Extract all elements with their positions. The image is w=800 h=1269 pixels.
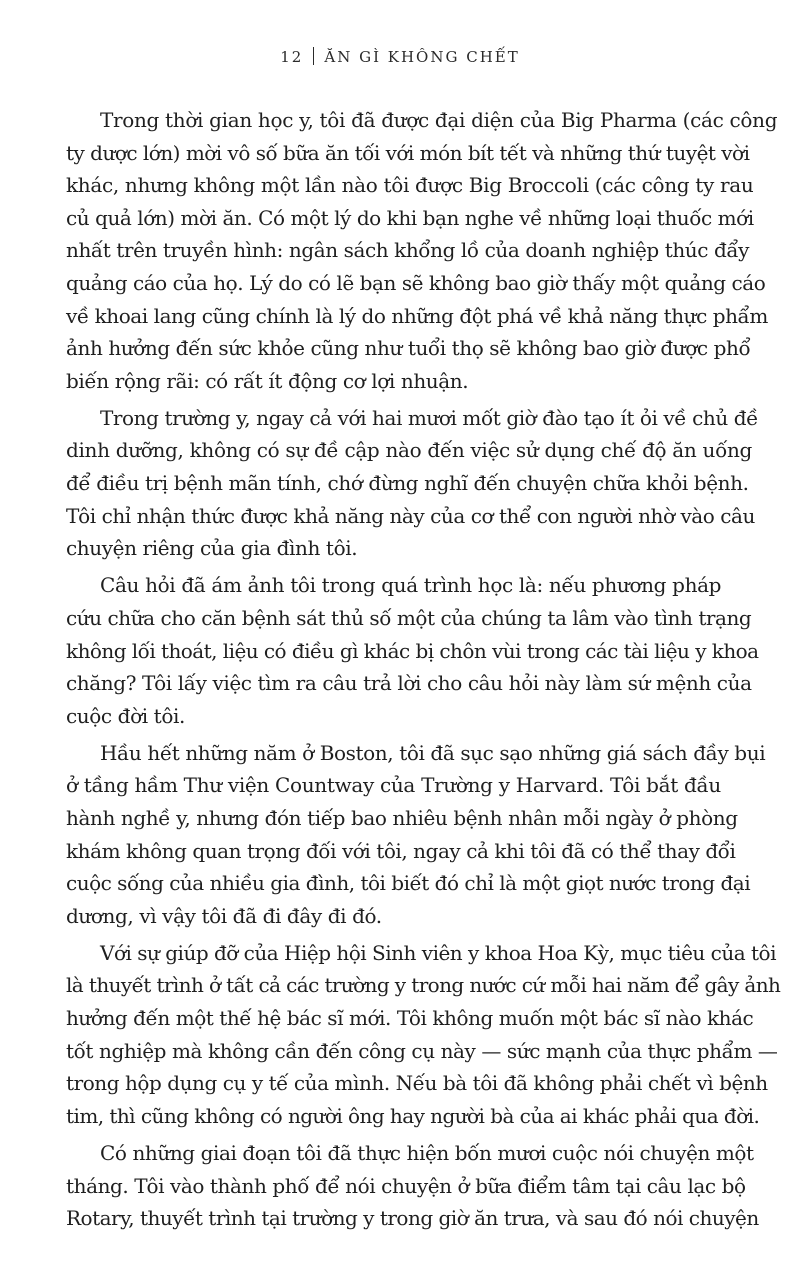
text-line: ở tầng hầm Thư viện Countway của Trường y Harvard. Tôi bắt đầu bbox=[66, 773, 721, 798]
text-line: Câu hỏi đã ám ảnh tôi trong quá trình học là: nếu phương pháp bbox=[100, 573, 722, 598]
text-line: tốt nghiệp mà không cần đến công cụ này — sức mạnh của thực phẩm — bbox=[66, 1038, 778, 1063]
text-line: củ quả lớn) mời ăn. Có một lý do khi bạn nghe về những loại thuốc mới bbox=[66, 205, 754, 230]
paragraph bbox=[66, 1137, 759, 1235]
text-line: hành nghề y, nhưng đón tiếp bao nhiêu bệnh nhân mỗi ngày ở phòng bbox=[66, 805, 738, 830]
text-line: Với sự giúp đỡ của Hiệp hội Sinh viên y khoa Hoa Kỳ, mục tiêu của tôi bbox=[100, 940, 776, 965]
text-line: biến rộng rãi: có rất ít động cơ lợi nhuận. bbox=[66, 368, 469, 393]
text-line: tháng. Tôi vào thành phố để nói chuyện ở bữa điểm tâm tại câu lạc bộ bbox=[66, 1173, 746, 1198]
text-line: về khoai lang cũng chính là lý do những đột phá về khả năng thực phẩm bbox=[66, 303, 768, 328]
text-line: dương, vì vậy tôi đã đi đây đi đó. bbox=[66, 903, 382, 928]
text-line: để điều trị bệnh mãn tính, chớ đừng nghĩ đến chuyện chữa khỏi bệnh. bbox=[66, 471, 749, 496]
header-divider bbox=[313, 47, 314, 65]
paragraph bbox=[66, 104, 778, 397]
text-line: nhất trên truyền hình: ngân sách khổng lồ của doanh nghiệp thúc đẩy bbox=[66, 238, 750, 263]
text-line: không lối thoát, liệu có điều gì khác bị chôn vùi trong các tài liệu y khoa bbox=[66, 638, 759, 663]
text-line: Có những giai đoạn tôi đã thực hiện bốn mươi cuộc nói chuyện một bbox=[100, 1140, 754, 1165]
book-title: ĂN GÌ KHÔNG CHẾT bbox=[324, 48, 520, 66]
text-line: dinh dưỡng, không có sự đề cập nào đến việc sử dụng chế độ ăn uống bbox=[66, 438, 753, 463]
page-number: 12 bbox=[280, 48, 304, 66]
text-line: khác, nhưng không một lần nào tôi được Big Broccoli (các công ty rau bbox=[66, 173, 754, 198]
text-line: Rotary, thuyết trình tại trường y trong giờ ăn trưa, và sau đó nói chuyện bbox=[66, 1206, 759, 1231]
text-line: là thuyết trình ở tất cả các trường y trong nước cứ mỗi hai năm để gây ảnh bbox=[66, 973, 781, 998]
text-line: Trong trường y, ngay cả với hai mươi mốt giờ đào tạo ít ỏi về chủ đề bbox=[100, 405, 759, 430]
text-line: ty dược lớn) mời vô số bữa ăn tối với món bít tết và những thứ tuyệt vời bbox=[66, 140, 750, 165]
text-line: chuyện riêng của gia đình tôi. bbox=[66, 536, 358, 561]
text-line: cuộc đời tôi. bbox=[66, 703, 185, 728]
text-line: chăng? Tôi lấy việc tìm ra câu trả lời cho câu hỏi này làm sứ mệnh của bbox=[66, 671, 752, 696]
text-line: hưởng đến một thế hệ bác sĩ mới. Tôi không muốn một bác sĩ nào khác bbox=[66, 1006, 754, 1031]
text-line: Trong thời gian học y, tôi đã được đại diện của Big Pharma (các công bbox=[100, 108, 778, 132]
running-header bbox=[0, 48, 800, 67]
text-line: Tôi chỉ nhận thức được khả năng này của cơ thể con người nhờ vào câu bbox=[66, 503, 755, 528]
paragraph bbox=[66, 402, 759, 565]
text-line: khám không quan trọng đối với tôi, ngay cả khi tôi đã có thể thay đổi bbox=[66, 838, 736, 863]
paragraph bbox=[66, 569, 759, 732]
text-line: cuộc sống của nhiều gia đình, tôi biết đó chỉ là một giọt nước trong đại bbox=[66, 871, 751, 896]
text-line: tim, thì cũng không có người ông hay người bà của ai khác phải qua đời. bbox=[66, 1103, 760, 1128]
paragraph bbox=[66, 937, 781, 1133]
body-text bbox=[66, 104, 781, 1235]
paragraph bbox=[66, 737, 766, 933]
text-line: ảnh hưởng đến sức khỏe cũng như tuổi thọ sẽ không bao giờ được phổ bbox=[66, 336, 751, 361]
text-line: trong hộp dụng cụ y tế của mình. Nếu bà tôi đã không phải chết vì bệnh bbox=[66, 1071, 768, 1096]
text-line: quảng cáo của họ. Lý do có lẽ bạn sẽ không bao giờ thấy một quảng cáo bbox=[66, 270, 766, 295]
text-line: cứu chữa cho căn bệnh sát thủ số một của chúng ta lâm vào tình trạng bbox=[66, 605, 752, 630]
text-line: Hầu hết những năm ở Boston, tôi đã sục sạo những giá sách đầy bụi bbox=[100, 740, 766, 765]
